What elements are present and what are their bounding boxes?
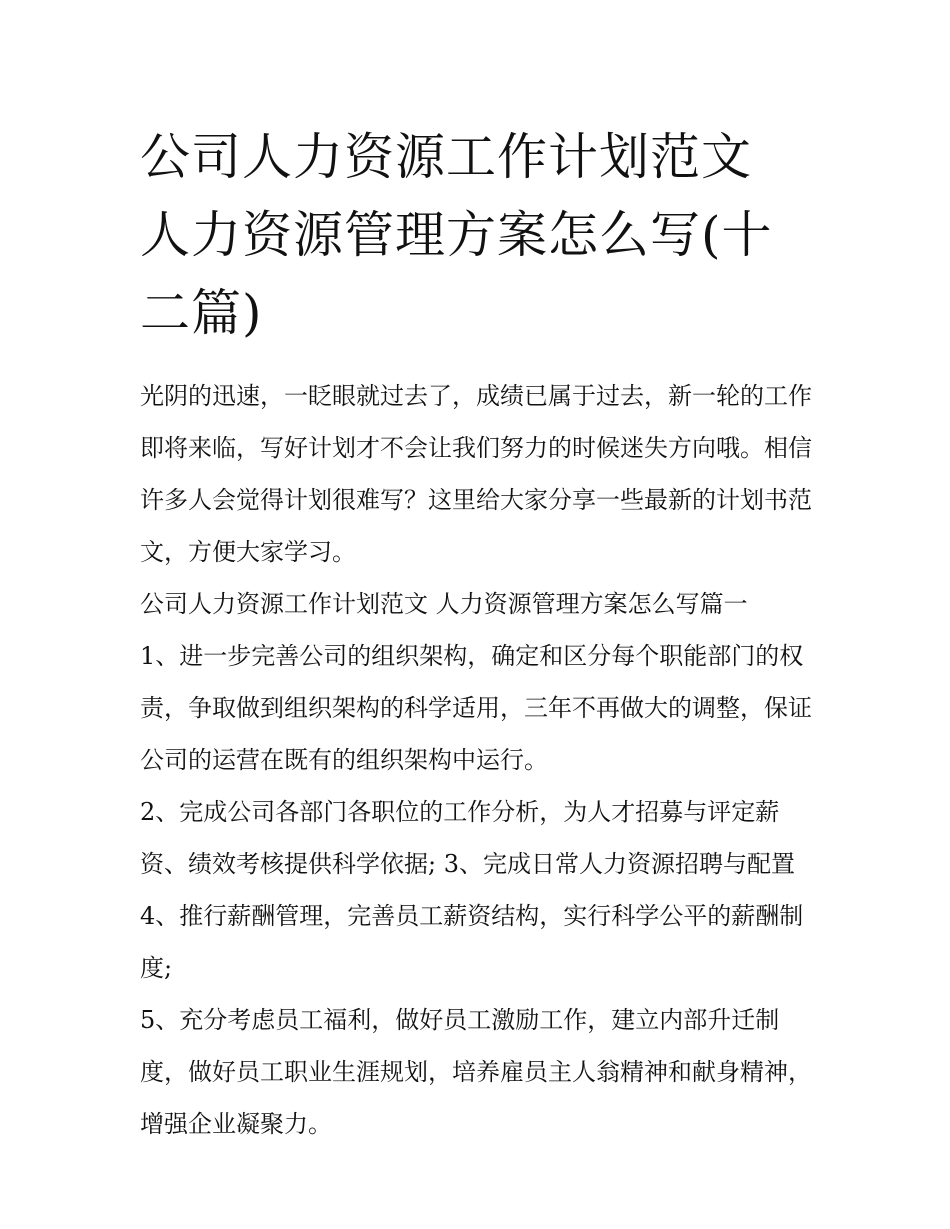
section-heading: 公司人力资源工作计划范文 人力资源管理方案怎么写篇一 [140, 590, 748, 618]
intro-paragraph: 光阴的迅速，一眨眼就过去了，成绩已属于过去，新一轮的工作即将来临，写好计划才不会让我们努力的时候迷失方向哦。相信许多人会觉得计划很难写？这里给大家分享一些最新的计划书范文，方便大家学习。 [140, 382, 812, 566]
list-item-5: 5、充分考虑员工福利，做好员工激励工作，建立内部升迁制度，做好员工职业生涯规划，培养雇员主人翁精神和献身精神，增强企业凝聚力。 [140, 1006, 812, 1138]
list-item-4: 4、推行薪酬管理，完善员工薪资结构，实行科学公平的薪酬制度; [140, 902, 804, 982]
list-item-2-3: 2、完成公司各部门各职位的工作分析，为人才招募与评定薪资、绩效考核提供科学依据; 3、完成日常人力资源招聘与配置 [140, 798, 795, 878]
list-item-1: 1、进一步完善公司的组织架构，确定和区分每个职能部门的权责，争取做到组织架构的科学适用，三年不再做大的调整，保证公司的运营在既有的组织架构中运行。 [140, 642, 812, 774]
document-title: 公司人力资源工作计划范文 人力资源管理方案怎么写(十二篇) [140, 128, 773, 342]
document-page [140, 118, 820, 1150]
